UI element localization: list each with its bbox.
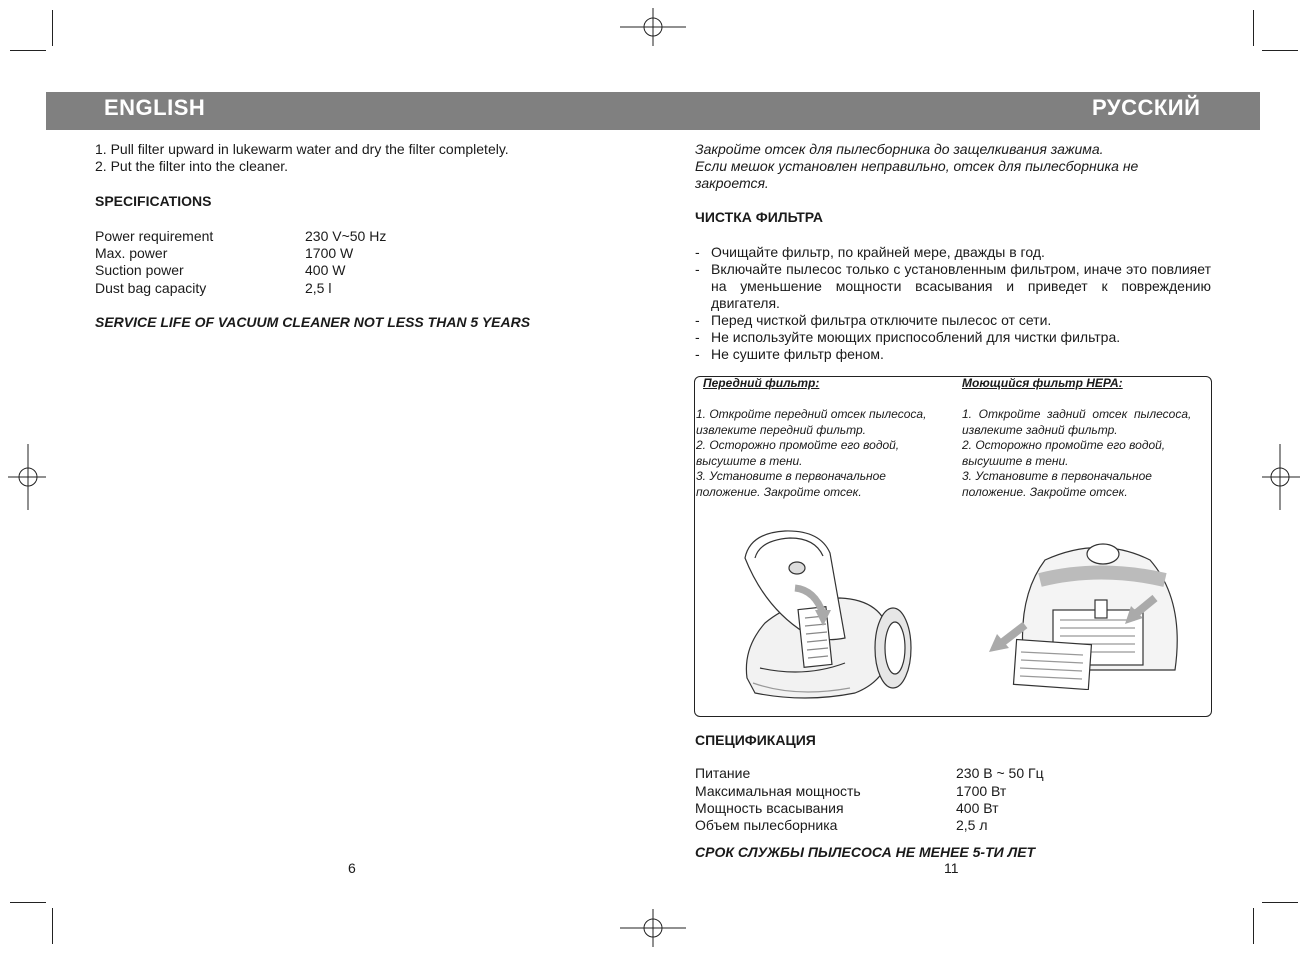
hepa-filter-title: Моющийся фильтр HEPA: xyxy=(962,376,1123,390)
spec-value: 400 W xyxy=(305,262,346,278)
english-step-1: 1. Pull filter upward in lukewarm water and dry the filter completely. xyxy=(95,141,509,157)
spec-label: Dust bag capacity xyxy=(95,280,207,296)
front-filter-line: 3. Установите в первоначальное xyxy=(696,469,886,483)
spec-label: Мощность всасывания xyxy=(695,800,844,816)
front-filter-line: 1. Откройте передний отсек пылесоса, xyxy=(696,407,927,421)
russian-intro-line-3: закроется. xyxy=(695,175,769,191)
hepa-filter-illustration xyxy=(985,540,1190,690)
hepa-filter-line: положение. Закройте отсек. xyxy=(962,484,1128,499)
hepa-filter-line: высушите в тени. xyxy=(962,453,1069,468)
spec-label: Power requirement xyxy=(95,228,214,244)
front-filter-line: высушите в тени. xyxy=(696,453,803,468)
spec-value: 1700 Вт xyxy=(956,783,1007,799)
spec-value: 400 Вт xyxy=(956,800,999,816)
hepa-filter-line: 1. Откройте задний отсек пылесоса, xyxy=(962,407,1192,421)
spec-value: 230 V~50 Hz xyxy=(305,228,387,244)
hepa-filter-line: извлеките задний фильтр. xyxy=(962,422,1118,437)
front-filter-title: Передний фильтр: xyxy=(703,376,820,390)
spec-value: 1700 W xyxy=(305,245,354,261)
specifications-heading: SPECIFICATIONS xyxy=(95,193,212,209)
header-bar xyxy=(46,92,1260,130)
english-title: ENGLISH xyxy=(104,95,206,120)
front-filter-line: 2. Осторожно промойте его водой, xyxy=(696,438,900,452)
russian-title: РУССКИЙ xyxy=(1092,95,1201,120)
russian-intro-line-1: Закройте отсек для пылесборника до защелкивания зажима. xyxy=(695,141,1104,157)
hepa-filter-line: 3. Установите в первоначальное xyxy=(962,469,1152,483)
hepa-filter-line: 2. Осторожно промойте его водой, xyxy=(962,438,1166,452)
specification-heading-ru: СПЕЦИФИКАЦИЯ xyxy=(695,732,816,748)
spec-value: 230 В ~ 50 Гц xyxy=(956,765,1044,781)
russian-intro-line-2: Если мешок установлен неправильно, отсек для пылесборника не xyxy=(695,158,1139,174)
english-service-life: SERVICE LIFE OF VACUUM CLEANER NOT LESS THAN 5 YEARS xyxy=(95,314,531,330)
front-filter-instructions xyxy=(696,376,946,500)
front-filter-line: извлеките передний фильтр. xyxy=(696,422,866,437)
list-item: - Включайте пылесос только с установленным фильтром, иначе это повлияет на уменьшение мощности всасывания и приведет к повреждению двигателя. xyxy=(695,261,1211,312)
spec-label: Max. power xyxy=(95,245,168,261)
front-filter-illustration xyxy=(735,528,915,703)
page-number-left: 6 xyxy=(348,860,356,876)
filter-cleaning-heading: ЧИСТКА ФИЛЬТРА xyxy=(695,209,824,225)
list-item: - Перед чисткой фильтра отключите пылесос от сети. xyxy=(695,312,1211,329)
page-number-right: 11 xyxy=(944,860,959,876)
list-item: - Не сушите фильтр феном. xyxy=(695,346,1211,363)
list-item: - Очищайте фильтр, по крайней мере, дважды в год. xyxy=(695,244,1211,261)
spec-label: Suction power xyxy=(95,262,184,278)
filter-cleaning-list xyxy=(695,244,1211,363)
front-filter-line: положение. Закройте отсек. xyxy=(696,484,862,499)
spec-value: 2,5 л xyxy=(956,817,988,833)
spec-label: Питание xyxy=(695,765,751,781)
russian-service-life: СРОК СЛУЖБЫ ПЫЛЕСОСА НЕ МЕНЕЕ 5-ТИ ЛЕТ xyxy=(695,844,1036,860)
spec-label: Максимальная мощность xyxy=(695,783,861,799)
hepa-filter-instructions xyxy=(962,376,1210,500)
spec-label: Объем пылесборника xyxy=(695,817,838,833)
english-step-2: 2. Put the filter into the cleaner. xyxy=(95,158,289,174)
list-item: - Не используйте моющих приспособлений для чистки фильтра. xyxy=(695,329,1211,346)
spec-value: 2,5 l xyxy=(305,280,332,296)
